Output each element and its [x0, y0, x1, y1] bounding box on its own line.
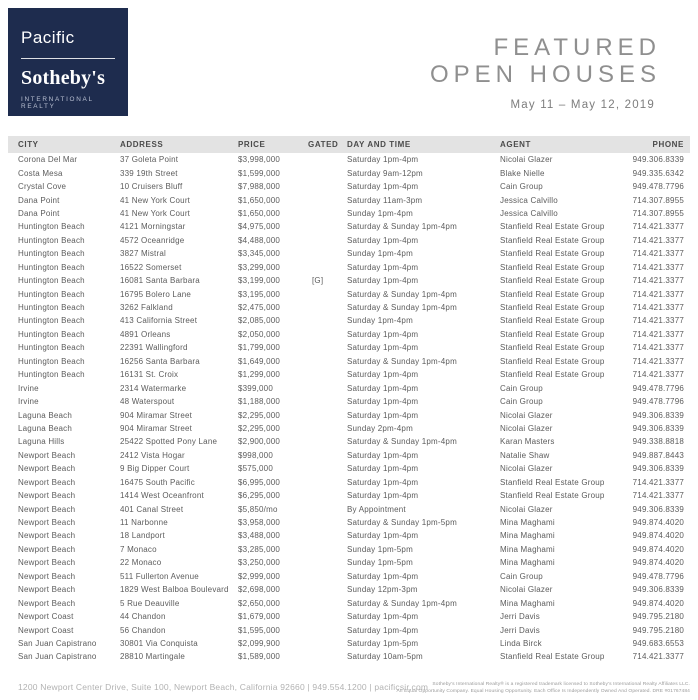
table-row	[8, 476, 690, 489]
cell-price: $5,850/mo	[238, 504, 278, 514]
cell-agent: Stanfield Real Estate Group	[500, 370, 605, 380]
cell-city: Irvine	[18, 383, 39, 393]
cell-day-and-time: Saturday 9am-12pm	[347, 168, 423, 178]
cell-phone: 949.795.2180	[632, 612, 684, 622]
cell-phone: 949.306.8339	[632, 155, 684, 165]
cell-city: Huntington Beach	[18, 235, 85, 245]
table-row	[8, 529, 690, 542]
cell-city: Huntington Beach	[18, 222, 85, 232]
cell-day-and-time: Saturday & Sunday 1pm-4pm	[347, 222, 457, 232]
cell-day-and-time: Saturday 1pm-4pm	[347, 491, 419, 501]
cell-day-and-time: Saturday 1pm-4pm	[347, 235, 419, 245]
table-row	[8, 153, 690, 166]
table-row	[8, 570, 690, 583]
table-row	[8, 207, 690, 220]
table-row	[8, 462, 690, 475]
table-header	[8, 136, 690, 153]
cell-price: $575,000	[238, 464, 273, 474]
cell-agent: Mina Maghami	[500, 518, 555, 528]
cell-price: $3,250,000	[238, 558, 281, 568]
cell-address: 3827 Mistral	[120, 249, 166, 259]
cell-agent: Stanfield Real Estate Group	[500, 491, 605, 501]
cell-address: 56 Chandon	[120, 625, 166, 635]
cell-phone: 949.478.7796	[632, 383, 684, 393]
cell-address: 5 Rue Deauville	[120, 598, 180, 608]
cell-price: $2,295,000	[238, 423, 281, 433]
office-address-line: 1200 Newport Center Drive, Suite 100, Newport Beach, California 92660 | 949.554.1200 | pacificsir.com	[18, 682, 429, 692]
cell-address: 22 Monaco	[120, 558, 162, 568]
cell-phone: 949.683.6553	[632, 638, 684, 648]
column-header-gated: GATED	[308, 140, 339, 149]
table-row	[8, 637, 690, 650]
table-row	[8, 623, 690, 636]
cell-city: Huntington Beach	[18, 316, 85, 326]
cell-price: $1,599,000	[238, 168, 281, 178]
table-row	[8, 583, 690, 596]
cell-day-and-time: Saturday & Sunday 1pm-4pm	[347, 303, 457, 313]
cell-phone: 949.338.8818	[632, 437, 684, 447]
cell-day-and-time: Saturday & Sunday 1pm-4pm	[347, 289, 457, 299]
cell-price: $2,698,000	[238, 585, 281, 595]
cell-city: Newport Beach	[18, 544, 76, 554]
cell-phone: 949.306.8339	[632, 423, 684, 433]
cell-agent: Stanfield Real Estate Group	[500, 356, 605, 366]
cell-day-and-time: Saturday & Sunday 1pm-5pm	[347, 518, 457, 528]
cell-address: 904 Miramar Street	[120, 423, 193, 433]
cell-price: $2,900,000	[238, 437, 281, 447]
cell-city: Newport Beach	[18, 518, 76, 528]
cell-address: 16522 Somerset	[120, 262, 182, 272]
cell-city: Newport Beach	[18, 558, 76, 568]
cell-phone: 714.421.3377	[632, 356, 684, 366]
cell-city: Newport Beach	[18, 585, 76, 595]
cell-day-and-time: Saturday 1pm-4pm	[347, 531, 419, 541]
cell-price: $399,000	[238, 383, 273, 393]
legal-disclaimer-line1: Sotheby's International Realty® is a registered trademark licensed to Sotheby's International Realty Affiliates LLC.	[432, 682, 690, 687]
table-row	[8, 408, 690, 421]
table-row	[8, 489, 690, 502]
masthead	[429, 34, 661, 111]
cell-day-and-time: Saturday 1pm-4pm	[347, 383, 419, 393]
cell-phone: 949.874.4020	[632, 598, 684, 608]
cell-agent: Linda Birck	[500, 638, 542, 648]
cell-phone: 714.421.3377	[632, 249, 684, 259]
cell-agent: Stanfield Real Estate Group	[500, 329, 605, 339]
cell-phone: 714.307.8955	[632, 208, 684, 218]
cell-agent: Jessica Calvillo	[500, 195, 558, 205]
cell-address: 16131 St. Croix	[120, 370, 179, 380]
table-row	[8, 328, 690, 341]
cell-day-and-time: Sunday 1pm-4pm	[347, 249, 413, 259]
cell-price: $2,050,000	[238, 329, 281, 339]
cell-price: $2,295,000	[238, 410, 281, 420]
cell-phone: 949.306.8339	[632, 410, 684, 420]
cell-day-and-time: Saturday 1pm-4pm	[347, 182, 419, 192]
cell-day-and-time: Saturday & Sunday 1pm-4pm	[347, 598, 457, 608]
cell-city: Newport Beach	[18, 464, 76, 474]
cell-day-and-time: Saturday 11am-3pm	[347, 195, 423, 205]
cell-phone: 949.478.7796	[632, 397, 684, 407]
cell-address: 11 Narbonne	[120, 518, 168, 528]
cell-agent: Jerri Davis	[500, 612, 540, 622]
cell-address: 37 Goleta Point	[120, 155, 179, 165]
cell-day-and-time: Saturday 1pm-4pm	[347, 343, 419, 353]
cell-address: 3262 Falkland	[120, 303, 173, 313]
legal-disclaimer	[396, 681, 690, 695]
cell-agent: Nicolai Glazer	[500, 155, 553, 165]
cell-city: Newport Beach	[18, 531, 76, 541]
cell-address: 1414 West Oceanfront	[120, 491, 204, 501]
cell-day-and-time: Saturday 1pm-4pm	[347, 262, 419, 272]
cell-address: 25422 Spotted Pony Lane	[120, 437, 218, 447]
cell-phone: 714.421.3377	[632, 370, 684, 380]
cell-agent: Stanfield Real Estate Group	[500, 477, 605, 487]
cell-phone: 949.306.8339	[632, 585, 684, 595]
cell-phone: 949.795.2180	[632, 625, 684, 635]
cell-price: $2,475,000	[238, 303, 281, 313]
cell-address: 30801 Via Conquista	[120, 638, 198, 648]
brand-logo	[8, 8, 128, 116]
table-row	[8, 368, 690, 381]
cell-phone: 714.421.3377	[632, 276, 684, 286]
cell-phone: 949.874.4020	[632, 544, 684, 554]
cell-city: Costa Mesa	[18, 168, 63, 178]
column-header-agent: AGENT	[500, 140, 531, 149]
cell-address: 18 Landport	[120, 531, 165, 541]
cell-agent: Stanfield Real Estate Group	[500, 276, 605, 286]
cell-day-and-time: Sunday 2pm-4pm	[347, 423, 413, 433]
cell-address: 7 Monaco	[120, 544, 157, 554]
cell-city: Dana Point	[18, 208, 60, 218]
cell-address: 41 New York Court	[120, 208, 191, 218]
cell-day-and-time: Saturday & Sunday 1pm-4pm	[347, 356, 457, 366]
cell-address: 44 Chandon	[120, 612, 166, 622]
cell-city: San Juan Capistrano	[18, 652, 97, 662]
cell-day-and-time: Saturday 10am-5pm	[347, 652, 423, 662]
cell-agent: Mina Maghami	[500, 531, 555, 541]
cell-price: $1,188,000	[238, 397, 281, 407]
cell-price: $2,085,000	[238, 316, 281, 326]
table-row	[8, 422, 690, 435]
cell-address: 511 Fullerton Avenue	[120, 571, 199, 581]
cell-phone: 949.478.7796	[632, 571, 684, 581]
cell-phone: 714.421.3377	[632, 235, 684, 245]
column-header-phone: PHONE	[652, 140, 684, 149]
cell-city: Newport Coast	[18, 612, 74, 622]
cell-phone: 949.335.6342	[632, 168, 684, 178]
cell-agent: Natalie Shaw	[500, 450, 550, 460]
logo-international-realty-text: INTERNATIONAL REALTY	[21, 96, 94, 110]
cell-city: Huntington Beach	[18, 356, 85, 366]
cell-day-and-time: Sunday 1pm-4pm	[347, 208, 413, 218]
logo-sothebys-text: Sotheby's	[21, 67, 106, 89]
cell-day-and-time: Saturday 1pm-4pm	[347, 571, 419, 581]
table-row	[8, 261, 690, 274]
cell-agent: Cain Group	[500, 571, 543, 581]
cell-price: $3,195,000	[238, 289, 281, 299]
table-row	[8, 314, 690, 327]
cell-agent: Mina Maghami	[500, 558, 555, 568]
cell-address: 401 Canal Street	[120, 504, 184, 514]
cell-phone: 714.421.3377	[632, 222, 684, 232]
cell-address: 2314 Watermarke	[120, 383, 187, 393]
cell-agent: Stanfield Real Estate Group	[500, 652, 605, 662]
cell-city: Newport Beach	[18, 571, 76, 581]
cell-city: Newport Beach	[18, 598, 76, 608]
cell-price: $3,958,000	[238, 518, 281, 528]
cell-address: 28810 Martingale	[120, 652, 186, 662]
table-row	[8, 193, 690, 206]
cell-city: Huntington Beach	[18, 262, 85, 272]
cell-price: $1,650,000	[238, 208, 281, 218]
cell-phone: 714.421.3377	[632, 289, 684, 299]
cell-city: Newport Beach	[18, 477, 76, 487]
cell-price: $3,488,000	[238, 531, 281, 541]
cell-price: $1,299,000	[238, 370, 281, 380]
cell-price: $1,799,000	[238, 343, 281, 353]
cell-agent: Cain Group	[500, 383, 543, 393]
cell-city: Huntington Beach	[18, 370, 85, 380]
table-row	[8, 543, 690, 556]
table-row	[8, 220, 690, 233]
cell-address: 48 Waterspout	[120, 397, 175, 407]
cell-address: 339 19th Street	[120, 168, 178, 178]
cell-day-and-time: Sunday 1pm-5pm	[347, 544, 413, 554]
table-row	[8, 287, 690, 300]
cell-agent: Nicolai Glazer	[500, 410, 553, 420]
cell-agent: Cain Group	[500, 182, 543, 192]
cell-phone: 949.874.4020	[632, 558, 684, 568]
cell-day-and-time: Saturday 1pm-4pm	[347, 329, 419, 339]
cell-address: 16795 Bolero Lane	[120, 289, 192, 299]
table-row	[8, 341, 690, 354]
table-row	[8, 650, 690, 663]
cell-city: Laguna Hills	[18, 437, 65, 447]
cell-address: 1829 West Balboa Boulevard	[120, 585, 229, 595]
cell-day-and-time: Sunday 1pm-5pm	[347, 558, 413, 568]
table-row	[8, 301, 690, 314]
cell-agent: Mina Maghami	[500, 598, 555, 608]
cell-address: 41 New York Court	[120, 195, 191, 205]
table-row	[8, 395, 690, 408]
cell-price: $3,285,000	[238, 544, 281, 554]
cell-city: Huntington Beach	[18, 343, 85, 353]
cell-agent: Stanfield Real Estate Group	[500, 249, 605, 259]
table-row	[8, 610, 690, 623]
cell-agent: Jerri Davis	[500, 625, 540, 635]
cell-city: Huntington Beach	[18, 249, 85, 259]
table-row	[8, 449, 690, 462]
date-range: May 11 – May 12, 2019	[510, 99, 655, 111]
cell-agent: Stanfield Real Estate Group	[500, 316, 605, 326]
cell-phone: 949.306.8339	[632, 504, 684, 514]
table-row	[8, 355, 690, 368]
cell-price: $4,975,000	[238, 222, 281, 232]
cell-phone: 714.421.3377	[632, 652, 684, 662]
cell-city: Newport Coast	[18, 625, 74, 635]
cell-city: Corona Del Mar	[18, 155, 78, 165]
table-row	[8, 381, 690, 394]
page-title-line1: FEATURED	[493, 34, 661, 61]
cell-day-and-time: Saturday 1pm-4pm	[347, 625, 419, 635]
cell-phone: 714.421.3377	[632, 343, 684, 353]
cell-phone: 949.874.4020	[632, 518, 684, 528]
cell-address: 16081 Santa Barbara	[120, 276, 200, 286]
cell-phone: 714.421.3377	[632, 303, 684, 313]
cell-day-and-time: Saturday 1pm-4pm	[347, 370, 419, 380]
table-row	[8, 234, 690, 247]
cell-day-and-time: Saturday 1pm-4pm	[347, 450, 419, 460]
cell-address: 2412 Vista Hogar	[120, 450, 185, 460]
cell-agent: Nicolai Glazer	[500, 585, 553, 595]
cell-city: Irvine	[18, 397, 39, 407]
cell-price: $998,000	[238, 450, 273, 460]
cell-address: 16256 Santa Barbara	[120, 356, 200, 366]
cell-day-and-time: Saturday 1pm-4pm	[347, 464, 419, 474]
table-row	[8, 166, 690, 179]
cell-day-and-time: Saturday 1pm-4pm	[347, 477, 419, 487]
cell-agent: Mina Maghami	[500, 544, 555, 554]
table-row	[8, 435, 690, 448]
cell-agent: Nicolai Glazer	[500, 464, 553, 474]
cell-city: Newport Beach	[18, 504, 76, 514]
cell-address: 4891 Orleans	[120, 329, 171, 339]
cell-price: $1,649,000	[238, 356, 281, 366]
cell-agent: Stanfield Real Estate Group	[500, 222, 605, 232]
cell-price: $1,595,000	[238, 625, 281, 635]
table-row	[8, 274, 690, 287]
cell-address: 9 Big Dipper Court	[120, 464, 190, 474]
cell-phone: 949.478.7796	[632, 182, 684, 192]
cell-agent: Blake Nielle	[500, 168, 545, 178]
cell-city: Huntington Beach	[18, 276, 85, 286]
cell-day-and-time: Saturday 1pm-4pm	[347, 612, 419, 622]
cell-gated: [G]	[312, 276, 324, 286]
cell-agent: Karan Masters	[500, 437, 555, 447]
cell-price: $4,488,000	[238, 235, 281, 245]
legal-disclaimer-line2: An Equal Opportunity Company. Equal Housing Opportunity. Each Office Is Independently Owned And Operated. DRE #01767484	[396, 689, 690, 694]
cell-phone: 714.421.3377	[632, 491, 684, 501]
cell-day-and-time: Saturday 1pm-4pm	[347, 276, 419, 286]
cell-price: $1,589,000	[238, 652, 281, 662]
cell-agent: Stanfield Real Estate Group	[500, 235, 605, 245]
column-header-day-and-time: DAY AND TIME	[347, 140, 411, 149]
cell-address: 10 Cruisers Bluff	[120, 182, 183, 192]
cell-price: $2,999,000	[238, 571, 281, 581]
cell-agent: Stanfield Real Estate Group	[500, 262, 605, 272]
cell-price: $2,099,900	[238, 638, 281, 648]
cell-phone: 714.421.3377	[632, 316, 684, 326]
cell-agent: Stanfield Real Estate Group	[500, 303, 605, 313]
cell-address: 22391 Wallingford	[120, 343, 188, 353]
cell-city: Dana Point	[18, 195, 60, 205]
cell-price: $3,345,000	[238, 249, 281, 259]
page-title-line2: OPEN HOUSES	[429, 61, 661, 88]
cell-day-and-time: Saturday & Sunday 1pm-4pm	[347, 437, 457, 447]
cell-city: Newport Beach	[18, 491, 76, 501]
cell-agent: Nicolai Glazer	[500, 504, 553, 514]
cell-price: $3,199,000	[238, 276, 281, 286]
cell-city: Laguna Beach	[18, 410, 73, 420]
cell-city: Newport Beach	[18, 450, 76, 460]
table-row	[8, 502, 690, 515]
table-body	[8, 153, 690, 664]
cell-day-and-time: Saturday 1pm-5pm	[347, 638, 419, 648]
cell-phone: 714.421.3377	[632, 262, 684, 272]
table-row	[8, 516, 690, 529]
cell-agent: Cain Group	[500, 397, 543, 407]
cell-agent: Jessica Calvillo	[500, 208, 558, 218]
cell-agent: Stanfield Real Estate Group	[500, 289, 605, 299]
cell-agent: Stanfield Real Estate Group	[500, 343, 605, 353]
cell-price: $1,650,000	[238, 195, 281, 205]
cell-phone: 949.887.8443	[632, 450, 684, 460]
cell-price: $3,299,000	[238, 262, 281, 272]
cell-price: $3,998,000	[238, 155, 281, 165]
cell-address: 4121 Morningstar	[120, 222, 186, 232]
cell-day-and-time: Saturday 1pm-4pm	[347, 155, 419, 165]
cell-day-and-time: Saturday 1pm-4pm	[347, 410, 419, 420]
cell-city: San Juan Capistrano	[18, 638, 97, 648]
cell-agent: Nicolai Glazer	[500, 423, 553, 433]
cell-city: Huntington Beach	[18, 329, 85, 339]
cell-city: Huntington Beach	[18, 289, 85, 299]
table-row	[8, 596, 690, 609]
cell-city: Huntington Beach	[18, 303, 85, 313]
column-header-city: CITY	[18, 140, 39, 149]
cell-price: $6,995,000	[238, 477, 281, 487]
column-header-address: ADDRESS	[120, 140, 164, 149]
cell-day-and-time: Sunday 1pm-4pm	[347, 316, 413, 326]
cell-price: $1,679,000	[238, 612, 281, 622]
cell-phone: 949.306.8339	[632, 464, 684, 474]
cell-price: $7,988,000	[238, 182, 281, 192]
logo-divider	[21, 58, 115, 59]
cell-phone: 714.421.3377	[632, 477, 684, 487]
cell-day-and-time: By Appointment	[347, 504, 406, 514]
cell-address: 413 California Street	[120, 316, 198, 326]
cell-phone: 714.421.3377	[632, 329, 684, 339]
cell-price: $6,295,000	[238, 491, 281, 501]
cell-city: Laguna Beach	[18, 423, 73, 433]
cell-phone: 714.307.8955	[632, 195, 684, 205]
table-row	[8, 556, 690, 569]
cell-day-and-time: Saturday 1pm-4pm	[347, 397, 419, 407]
cell-address: 904 Miramar Street	[120, 410, 193, 420]
cell-address: 16475 South Pacific	[120, 477, 195, 487]
cell-address: 4572 Oceanridge	[120, 235, 185, 245]
column-header-price: PRICE	[238, 140, 266, 149]
cell-day-and-time: Sunday 12pm-3pm	[347, 585, 418, 595]
table-row	[8, 247, 690, 260]
cell-price: $2,650,000	[238, 598, 281, 608]
cell-city: Crystal Cove	[18, 182, 67, 192]
table-row	[8, 180, 690, 193]
cell-phone: 949.874.4020	[632, 531, 684, 541]
logo-pacific-text: Pacific	[21, 28, 75, 47]
